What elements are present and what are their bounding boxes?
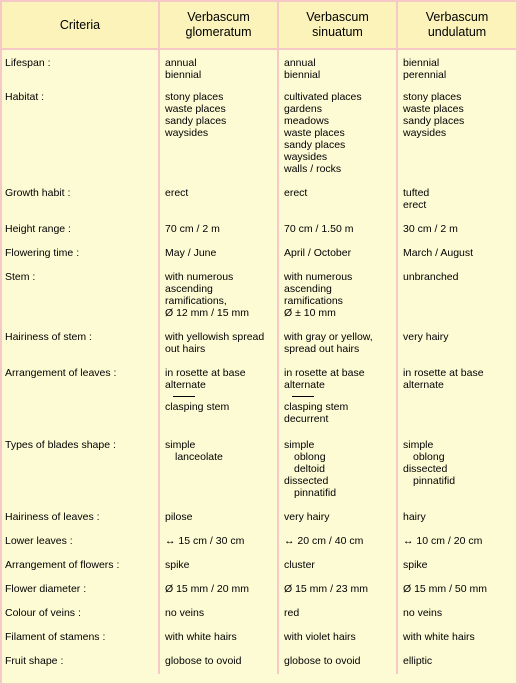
cell-line: alternate [284,379,325,391]
species-cell [398,50,516,86]
cell-line: spread out hairs [284,343,360,355]
cell-line: pilose [165,511,193,523]
species-cell [279,266,398,326]
cell-line: waysides [284,151,328,163]
cell-line: 30 cm / 2 m [403,223,458,235]
species-cell [279,626,398,650]
species-cell [160,530,279,554]
species-cell [279,362,398,434]
species-header: Verbascum undulatum [398,2,516,50]
cell-line: erect [165,187,189,199]
species-cell [279,326,398,362]
cell-line: in rosette at base [403,367,484,379]
cell-line: annual [165,57,197,69]
cell-line: in rosette at base [284,367,365,379]
table-row [2,50,516,86]
species-cell [160,506,279,530]
cell-line: ramifications [284,295,343,307]
criterion-label: Filament of stamens : [2,626,160,650]
species-cell [160,602,279,626]
cell-line: May / June [165,247,217,259]
table-row [2,326,516,362]
species-cell [398,86,516,182]
cell-line: simple [165,439,196,451]
cell-line: erect [284,187,308,199]
species-cell [160,626,279,650]
cell-line: very hairy [403,331,449,343]
species-cell [398,182,516,218]
cell-line: simple [284,439,315,451]
table-row [2,578,516,602]
cell-line: ↔ 10 cm / 20 cm [403,535,483,547]
species-cell [279,602,398,626]
species-cell [398,650,516,674]
cell-line: with violet hairs [284,631,356,643]
species-cell [279,182,398,218]
criterion-label: Growth habit : [2,182,160,218]
cell-line: erect [403,199,427,211]
cell-line: very hairy [284,511,330,523]
cell-line: with gray or yellow, [284,331,373,343]
cell-line: perennial [403,69,447,81]
species-cell [279,650,398,674]
criterion-label: Lower leaves : [2,530,160,554]
species-cell [160,266,279,326]
cell-line: lanceolate [175,451,223,463]
species-cell [398,530,516,554]
species-cell [279,554,398,578]
species-cell [279,50,398,86]
criterion-label: Colour of veins : [2,602,160,626]
species-cell [398,266,516,326]
cell-line: oblong [294,451,326,463]
table-row [2,650,516,674]
cell-line: oblong [413,451,445,463]
species-cell [398,362,516,434]
criterion-label: Hairiness of leaves : [2,506,160,530]
species-cell [160,650,279,674]
species-cell [279,218,398,242]
species-cell [398,578,516,602]
cell-line: sandy places [284,139,346,151]
table-row [2,182,516,218]
cell-line: with numerous [284,271,353,283]
cell-line: in rosette at base [165,367,246,379]
cell-line: Ø ± 10 mm [284,307,336,319]
species-cell [398,326,516,362]
table-row [2,218,516,242]
species-header: Verbascum sinuatum [279,2,398,50]
cell-line: with yellowish spread [165,331,265,343]
table-row [2,242,516,266]
criterion-label: Flower diameter : [2,578,160,602]
species-cell [279,434,398,506]
verbascum-comparison-table [2,2,516,674]
species-cell [398,602,516,626]
criterion-label: Arrangement of leaves : [2,362,160,434]
species-cell [398,434,516,506]
species-cell [160,326,279,362]
species-cell [160,182,279,218]
cell-line: Ø 15 mm / 50 mm [403,583,488,595]
criterion-label: Flowering time : [2,242,160,266]
table-row [2,86,516,182]
cell-line: globose to ovoid [284,655,361,667]
species-cell [279,530,398,554]
criterion-label: Hairiness of stem : [2,326,160,362]
species-cell [279,578,398,602]
cell-line: gardens [284,103,322,115]
separator-rule [292,396,314,397]
species-cell [160,50,279,86]
criterion-label: Height range : [2,218,160,242]
table-row [2,626,516,650]
cell-line: simple [403,439,434,451]
table-row [2,530,516,554]
species-cell [279,506,398,530]
cell-line: stony places [403,91,462,103]
species-cell [398,506,516,530]
cell-line: clasping stem [165,401,230,413]
cell-line: ramifications, [165,295,227,307]
cell-line: elliptic [403,655,433,667]
cell-line: alternate [165,379,206,391]
cell-line: waste places [284,127,345,139]
cell-line: deltoid [294,463,325,475]
cell-line: with numerous [165,271,234,283]
cell-line: sandy places [165,115,227,127]
criterion-label: Types of blades shape : [2,434,160,506]
cell-line: unbranched [403,271,459,283]
table-row [2,266,516,326]
cell-line: biennial [284,69,321,81]
table-row [2,506,516,530]
cell-line: dissected [284,475,329,487]
table-row [2,434,516,506]
species-cell [279,242,398,266]
cell-line: hairy [403,511,426,523]
cell-line: 70 cm / 1.50 m [284,223,354,235]
cell-line: April / October [284,247,352,259]
species-cell [160,218,279,242]
cell-line: no veins [165,607,205,619]
table-row [2,362,516,434]
cell-line: ascending [284,283,332,295]
table-row [2,602,516,626]
species-cell [398,218,516,242]
criterion-label: Lifespan : [2,50,160,86]
cell-line: dissected [403,463,448,475]
cell-line: walls / rocks [284,163,342,175]
species-cell [279,86,398,182]
cell-line: stony places [165,91,224,103]
cell-line: pinnatifid [294,487,337,499]
species-cell [160,362,279,434]
cell-line: waysides [403,127,447,139]
cell-line: cultivated places [284,91,362,103]
cell-line: waste places [403,103,464,115]
table-header-row [2,2,516,50]
species-cell [160,554,279,578]
species-cell [398,242,516,266]
cell-line: waysides [165,127,209,139]
species-cell [160,86,279,182]
cell-line: decurrent [284,413,329,425]
species-cell [160,578,279,602]
cell-line: Ø 15 mm / 20 mm [165,583,250,595]
comparison-table-frame [2,2,516,683]
criterion-label: Stem : [2,266,160,326]
cell-line: ascending [165,283,213,295]
cell-line: sandy places [403,115,465,127]
cell-line: globose to ovoid [165,655,242,667]
cell-line: alternate [403,379,444,391]
species-cell [398,626,516,650]
cell-line: Ø 12 mm / 15 mm [165,307,250,319]
cell-line: ↔ 15 cm / 30 cm [165,535,245,547]
cell-line: meadows [284,115,329,127]
species-cell [160,242,279,266]
cell-line: out hairs [165,343,206,355]
cell-line: red [284,607,300,619]
table-row [2,554,516,578]
cell-line: 70 cm / 2 m [165,223,220,235]
cell-line: spike [165,559,190,571]
separator-rule [173,396,195,397]
criterion-label: Fruit shape : [2,650,160,674]
species-header: Verbascum glomeratum [160,2,279,50]
criterion-label: Habitat : [2,86,160,182]
cell-line: spike [403,559,428,571]
cell-line: clasping stem [284,401,349,413]
cell-line: no veins [403,607,443,619]
cell-line: with white hairs [403,631,475,643]
criterion-label: Arrangement of flowers : [2,554,160,578]
cell-line: biennial [403,57,440,69]
cell-line: annual [284,57,316,69]
cell-line: Ø 15 mm / 23 mm [284,583,369,595]
cell-line: cluster [284,559,315,571]
cell-line: biennial [165,69,202,81]
cell-line: March / August [403,247,474,259]
cell-line: tufted [403,187,430,199]
species-cell [398,554,516,578]
cell-line: waste places [165,103,226,115]
criteria-header: Criteria [2,2,160,50]
cell-line: ↔ 20 cm / 40 cm [284,535,364,547]
species-cell [160,434,279,506]
cell-line: pinnatifid [413,475,456,487]
cell-line: with white hairs [165,631,237,643]
